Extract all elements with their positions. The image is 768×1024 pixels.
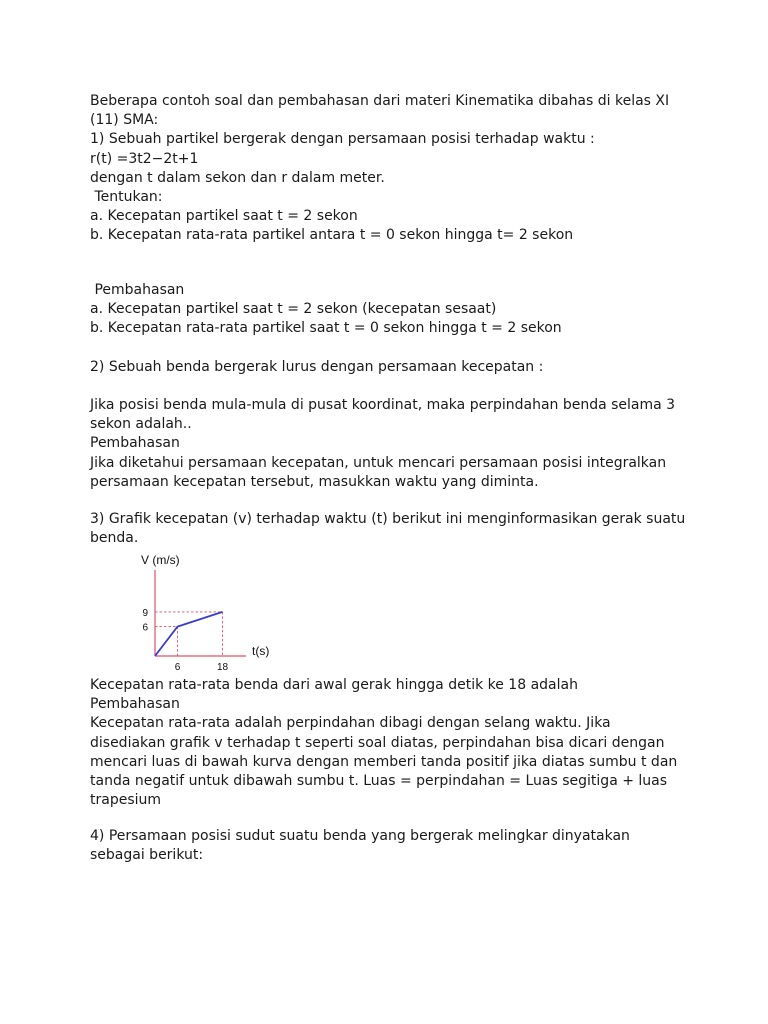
text-line: Jika diketahui persamaan kecepatan, untuk mencari persamaan posisi integralkan bbox=[90, 454, 667, 471]
text-line: Tentukan: bbox=[90, 188, 163, 205]
text-line: benda. bbox=[90, 530, 139, 547]
velocity-time-chart bbox=[128, 548, 288, 674]
text-line: 4) Persamaan posisi sudut suatu benda yang bergerak melingkar dinyatakan bbox=[90, 828, 630, 844]
x-axis-label: t(s) bbox=[252, 644, 270, 658]
text-line: sekon adalah.. bbox=[90, 416, 192, 433]
text-line: sebagai berikut: bbox=[90, 847, 204, 864]
text-line: Beberapa contoh soal dan pembahasan dari materi Kinematika dibahas di kelas XI bbox=[90, 93, 670, 109]
text-line: Kecepatan rata-rata benda dari awal gerak hingga detik ke 18 adalah bbox=[90, 677, 578, 693]
text-line: b. Kecepatan rata-rata partikel saat t = 0 sekon hingga t = 2 sekon bbox=[90, 320, 562, 337]
text-line: mencari luas di bawah kurva dengan memberi tanda positif jika diatas sumbu t dan bbox=[90, 753, 678, 770]
text-line: dengan t dalam sekon dan r dalam meter. bbox=[90, 169, 385, 186]
x-tick-label: 18 bbox=[216, 662, 229, 673]
text-line: b. Kecepatan rata-rata partikel antara t = 0 sekon hingga t= 2 sekon bbox=[90, 227, 574, 244]
text-line: a. Kecepatan partikel saat t = 2 sekon (kecepatan sesaat) bbox=[90, 301, 497, 318]
text-line: 2) Sebuah benda bergerak lurus dengan persamaan kecepatan : bbox=[90, 359, 544, 375]
velocity-line bbox=[155, 612, 223, 656]
intro-block bbox=[90, 92, 690, 246]
soal-3-block bbox=[90, 510, 690, 548]
pembahasan-1-block bbox=[90, 281, 690, 339]
text-line: Pembahasan bbox=[90, 435, 180, 452]
text-line: 1) Sebuah partikel bergerak dengan persamaan posisi terhadap waktu : bbox=[90, 131, 595, 148]
soal-2-block bbox=[90, 358, 690, 377]
text-line: Kecepatan rata-rata adalah perpindahan dibagi dengan selang waktu. Jika bbox=[90, 715, 611, 732]
y-tick-label: 6 bbox=[142, 622, 148, 634]
text-line: tanda negatif untuk dibawah sumbu t. Luas = perpindahan = Luas segitiga + luas bbox=[90, 772, 668, 789]
text-line: Jika posisi benda mula-mula di pusat koordinat, maka perpindahan benda selama 3 bbox=[90, 397, 676, 413]
text-line: (11) SMA: bbox=[90, 112, 159, 129]
text-line: 3) Grafik kecepatan (v) terhadap waktu (t) berikut ini menginformasikan gerak suatu bbox=[90, 511, 686, 527]
text-line: a. Kecepatan partikel saat t = 2 sekon bbox=[90, 208, 358, 225]
text-line: persamaan kecepatan tersebut, masukkan waktu yang diminta. bbox=[90, 473, 539, 490]
soal-4-block bbox=[90, 827, 690, 865]
soal-2-detail-block bbox=[90, 396, 690, 492]
x-tick-label: 6 bbox=[174, 662, 181, 673]
text-line: Pembahasan bbox=[90, 696, 180, 713]
text-line: disediakan grafik v terhadap t seperti soal diatas, perpindahan bisa dicari dengan bbox=[90, 734, 665, 751]
soal-3-detail-block bbox=[90, 676, 690, 810]
y-axis-label: V (m/s) bbox=[141, 553, 180, 567]
text-line: Pembahasan bbox=[90, 282, 185, 298]
text-line: r(t) =3t2−2t+1 bbox=[90, 150, 199, 167]
y-tick-label: 9 bbox=[142, 607, 148, 619]
text-line: trapesium bbox=[90, 792, 162, 809]
